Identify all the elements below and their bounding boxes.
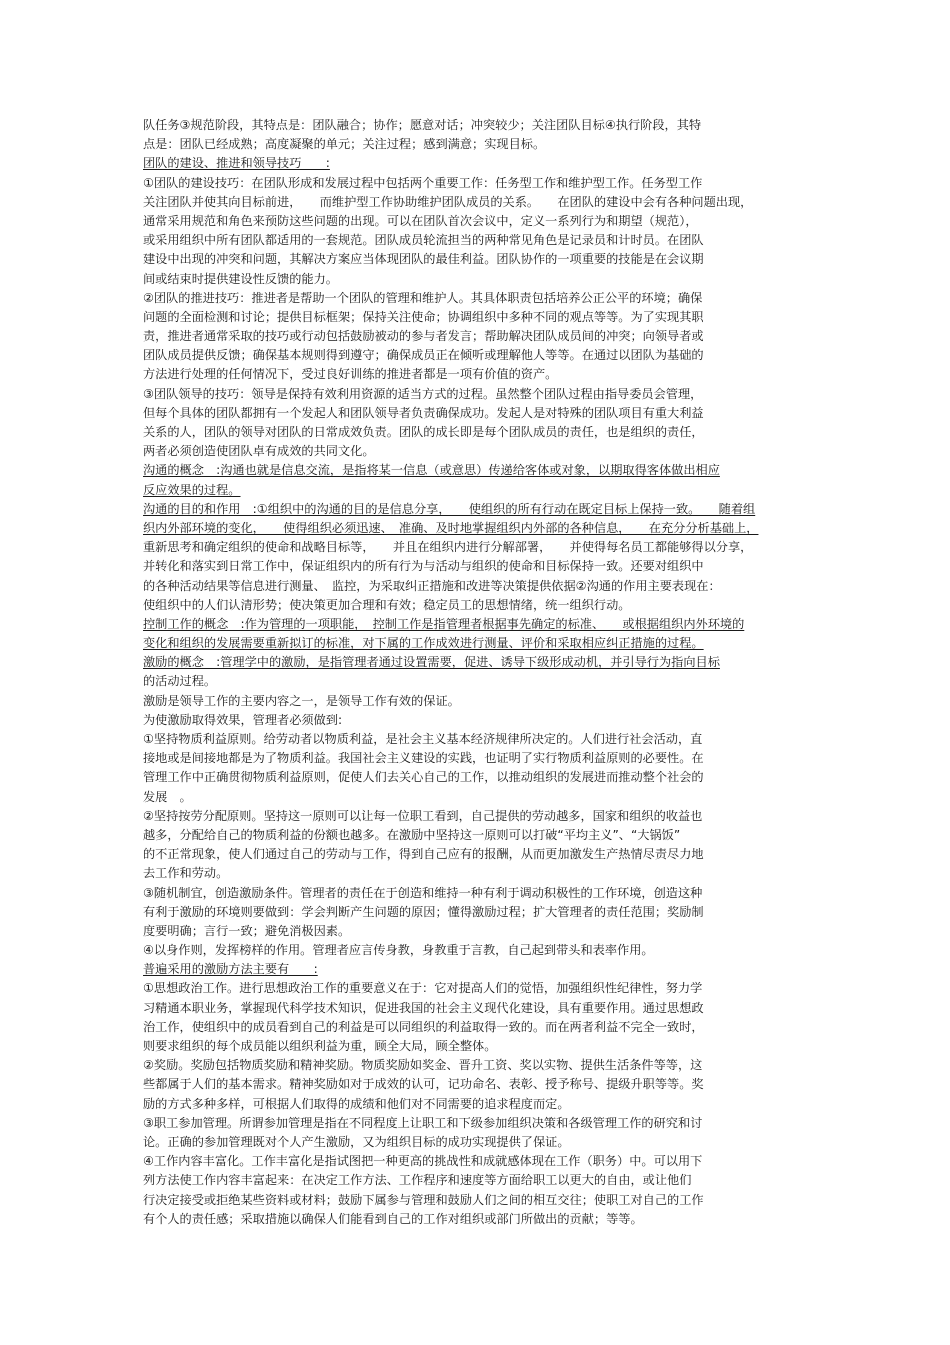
text-line: 反应效果的过程。 [143, 482, 241, 497]
text-line: 队任务③规范阶段，其特点是：团队融合；协作；愿意对话；冲突较少；关注团队目标④执行阶段，其特 [143, 118, 702, 132]
section-heading: 激励的概念 :管理学中的激励，是指管理者通过设置需要，促进、诱导下级形成动机，并引导行为指向目标 [143, 655, 720, 670]
text-line: 责，推进者通常采取的技巧或行动包括鼓励被动的参与者发言；帮助解决团队成员间的冲突；向领导者或 [143, 329, 704, 344]
text-line: 使组织中的人们认清形势；使决策更加合理和有效；稳定员工的思想情绪，统一组织行动。 [143, 597, 631, 612]
text-line: ②团队的推进技巧：推进者是帮助一个团队的管理和维护人。其具体职责包括培养公正公平的环境；确保 [143, 290, 703, 305]
text-line: 为使激励取得效果，管理者必须做到: [143, 712, 343, 727]
text-line: 织内外部环境的变化， 使得组织必须迅速、 准确、及时地掌握组织内外部的各种信息， 在充分分析基础上， [143, 520, 759, 535]
text-line: 但每个具体的团队都拥有一个发起人和团队领导者负责确保成功。发起人是对特殊的团队项目有重大利益 [143, 405, 704, 420]
text-line: 越多，分配给自己的物质利益的份额也越多。在激励中坚持这一原则可以打破“平均主义”、“大锅饭” [143, 827, 681, 842]
text-line: 发展 。 [143, 789, 192, 804]
text-line: ④工作内容丰富化。工作丰富化是指试图把一种更高的挑战性和成就感体现在工作（职务）中。可以用下 [143, 1154, 703, 1169]
text-line: 有个人的责任感；采取措施以确保人们能看到自己的工作对组织或部门所做出的贡献；等等。 [143, 1211, 643, 1226]
text-line: 建设中出现的冲突和问题，其解决方案应当体现团队的最佳利益。团队协作的一项重要的技能是在会议期 [143, 252, 704, 267]
text-line: ③职工参加管理。所谓参加管理是指在不同程度上让职工和下级参加组织决策和各级管理工作的研究和讨 [143, 1115, 703, 1130]
text-line: ④以身作则，发挥榜样的作用。管理者应言传身教，身教重于言教，自己起到带头和表率作用。 [143, 943, 654, 958]
section-heading: 沟通的目的和作用 :①组织中的沟通的目的是信息分享， 使组织的所有行动在既定目标上保持一致。 随着组 [143, 501, 756, 516]
text-line: 方法进行处理的任何情况下，受过良好训练的推进者都是一项有价值的资产。 [143, 367, 558, 382]
text-line: 的各种活动结果等信息进行测量、 监控，为采取纠正措施和改进等决策提供依据②沟通的作用主要表现在： [143, 578, 721, 593]
text-line: 的活动过程。 [143, 674, 217, 689]
text-line: 通常采用规范和角色来预防这些问题的出现。可以在团队首次会议中，定义一系列行为和期望（规范）， [143, 213, 698, 228]
section-heading: 沟通的概念 :沟通也就是信息交流，是指将某一信息（或意思）传递给客体或对象，以期取得客体做出相应 [143, 463, 720, 478]
text-line: ③团队领导的技巧：领导是保持有效利用资源的适当方式的过程。虽然整个团队过程由指导委员会管理， [143, 386, 703, 401]
text-line: 或采用组织中所有团队都适用的一套规范。团队成员轮流担当的两种常见角色是记录员和计时员。在团队 [143, 233, 704, 248]
text-line: ①思想政治工作。进行思想政治工作的重要意义在于：它对提高人们的觉悟，加强组织性纪律性，努力学 [143, 981, 703, 996]
text-line: ②坚持按劳分配原则。坚持这一原则可以让每一位职工看到，自己提供的劳动越多，国家和组织的收益也 [143, 808, 703, 823]
text-line: 间或结束时提供建设性反馈的能力。 [143, 271, 338, 286]
text-line: 有利于激励的环境则要做到：学会判断产生问题的原因；懂得激励过程；扩大管理者的责任范围；奖励制 [143, 904, 704, 919]
text-line: 则要求组织的每个成员能以组织利益为重，顾全大局，顾全整体。 [143, 1039, 497, 1053]
text-line: 并转化和落实到日常工作中，保证组织内的所有行为与活动与组织的使命和目标保持一致。还要对组织中 [143, 559, 704, 574]
text-line: 论。正确的参加管理既对个人产生激励，又为组织目标的成功实现提供了保证。 [143, 1134, 570, 1149]
section-heading: 团队的建设、推进和领导技巧 : [143, 156, 330, 171]
text-line: ①团队的建设技巧：在团队形成和发展过程中包括两个重要工作：任务型工作和维护型工作。任务型工作 [143, 175, 703, 190]
text-line: 接地或是间接地都是为了物质利益。我国社会主义建设的实践，也证明了实行物质利益原则的必要性。在 [143, 751, 704, 766]
section-heading: 普遍采用的激励方法主要有 : [143, 962, 318, 977]
text-line: ①坚持物质利益原则。给劳动者以物质利益，是社会主义基本经济规律所决定的。人们进行社会活动，直 [143, 732, 703, 746]
text-line: 团队成员提供反馈；确保基本规则得到遵守；确保成员正在倾听或理解他人等等。在通过以团队为基础的 [143, 348, 704, 363]
text-line: 列方法使工作内容丰富起来：在决定工作方法、工作程序和速度等方面给职工以更大的自由，或让他们 [143, 1173, 692, 1188]
text-line: ③随机制宜，创造激励条件。管理者的责任在于创造和维持一种有利于调动积极性的工作环境，创造这种 [143, 885, 703, 900]
text-line: 些都属于人们的基本需求。精神奖励如对于成效的认可，记功命名、表彰、授予称号、提级升职等等。奖 [143, 1077, 704, 1092]
text-line: 励的方式多种多样，可根据人们取得的成绩和他们对不同需要的追求程度而定。 [143, 1096, 570, 1111]
text-line: 管理工作中正确贯彻物质利益原则，促使人们去关心自己的工作，以推动组织的发展进而推动整个社会的 [143, 770, 704, 785]
text-line: 去工作和劳动。 [143, 866, 229, 881]
text-line: 问题的全面检测和讨论；提供目标框架；保持关注使命；协调组织中多种不同的观点等等。为了实现其职 [143, 309, 704, 324]
section-heading: 控制工作的概念 :作为管理的一项职能， 控制工作是指管理者根据事先确定的标准、 或根据组织内外环境的 [143, 616, 745, 631]
text-line: 治工作，使组织中的成员看到自己的利益是可以同组织的利益取得一致的。而在两者利益不完全一致时， [143, 1019, 704, 1034]
text-line: 关系的人，团队的领导对团队的日常成效负责。团队的成长即是每个团队成员的责任，也是组织的责任， [143, 425, 704, 439]
text-line: 点是：团队已经成熟；高度凝聚的单元；关注过程；感到满意；实现目标。 [143, 137, 546, 152]
text-line: 变化和组织的发展需要重新拟订的标准，对下属的工作成效进行测量、评价和采取相应纠正措施的过程。 [143, 636, 704, 651]
text-line: 行决定接受或拒绝某些资料或材料；鼓励下属参与管理和鼓励人们之间的相互交往；使职工对自己的工作 [143, 1192, 704, 1207]
text-line: 激励是领导工作的主要内容之一，是领导工作有效的保证。 [143, 693, 460, 708]
text-line: 的不正常现象，使人们通过自己的劳动与工作，得到自己应有的报酬，从而更加激发生产热情尽责尽力地 [143, 847, 704, 862]
text-line: 度要明确；言行一致；避免消极因素。 [143, 923, 351, 938]
text-line: 习精通本职业务，掌握现代科学技术知识，促进我国的社会主义现代化建设，具有重要作用。通过思想政 [143, 1000, 704, 1015]
text-line: ②奖励。奖励包括物质奖励和精神奖励。物质奖励如奖金、晋升工资、奖以实物、提供生活条件等等，这 [143, 1058, 703, 1073]
document-body [143, 116, 808, 1229]
text-line: 重新思考和确定组织的使命和战略目标等， 并且在组织内进行分解部署， 并使得每名员工都能够得以分享， [143, 540, 753, 555]
text-line: 两者必须创造使团队卓有成效的共同文化。 [143, 444, 375, 459]
text-line: 关注团队并使其向目标前进， 而维护型工作协助维护团队成员的关系。 在团队的建设中会有各种问题出现， [143, 194, 753, 209]
